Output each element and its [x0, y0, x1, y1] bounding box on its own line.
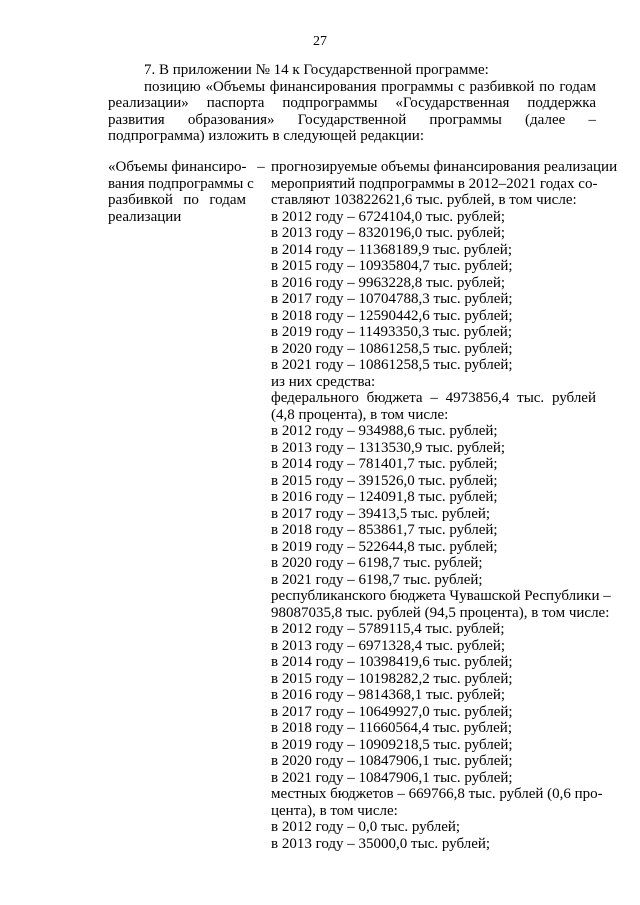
year-amount-line: в 2013 году – 6971328,4 тыс. рублей;: [271, 637, 506, 654]
year-amount-line: в 2017 году – 39413,5 тыс. рублей;: [271, 505, 491, 522]
federal-heading: (4,8 процента), в том числе:: [271, 406, 449, 423]
year-amount-line: в 2018 году – 12590442,6 тыс. рублей;: [271, 307, 513, 324]
position-label: [108, 159, 254, 225]
republic-by-year-list: [271, 621, 596, 786]
republic-heading: 98087035,8 тыс. рублей (94,5 процента), в том числе:: [271, 604, 610, 621]
intro-text: [108, 62, 596, 145]
year-amount-line: в 2019 году – 10909218,5 тыс. рублей;: [271, 736, 513, 753]
year-amount-line: в 2021 году – 10861258,5 тыс. рублей;: [271, 357, 513, 373]
year-amount-line: в 2014 году – 11368189,9 тыс. рублей;: [271, 241, 512, 258]
year-amount-line: в 2013 году – 1313530,9 тыс. рублей;: [271, 439, 506, 456]
position-label-line: реализации: [108, 208, 182, 225]
year-amount-line: в 2021 году – 10847906,1 тыс. рублей;: [271, 769, 513, 786]
year-amount-line: в 2012 году – 0,0 тыс. рублей;: [271, 819, 461, 835]
position-label-line: вания подпрограммы с: [108, 175, 254, 192]
year-amount-line: в 2012 году – 934988,6 тыс. рублей;: [271, 423, 498, 439]
year-amount-line: в 2013 году – 8320196,0 тыс. рублей;: [271, 225, 506, 241]
position-label-line: «Объемы финансиро-: [108, 159, 247, 175]
year-amount-line: в 2014 году – 781401,7 тыс. рублей;: [271, 456, 498, 472]
local-by-year-list: [271, 819, 596, 852]
local-heading: местных бюджетов – 669766,8 тыс. рублей (0,6 про-: [271, 786, 603, 802]
year-amount-line: в 2012 году – 5789115,4 тыс. рублей;: [271, 621, 505, 637]
year-amount-line: в 2017 году – 10704788,3 тыс. рублей;: [271, 291, 513, 307]
year-amount-line: в 2018 году – 11660564,4 тыс. рублей;: [271, 720, 512, 736]
year-amount-line: в 2017 году – 10649927,0 тыс. рублей;: [271, 703, 513, 720]
separator-dash: –: [257, 159, 265, 175]
year-amount-line: в 2019 году – 11493350,3 тыс. рублей;: [271, 324, 512, 340]
page-number: 27: [313, 34, 327, 49]
intro-paragraph: позицию «Объемы финансирования программы с разбивкой по годам реализации» паспорта подпрограммы «Государственная поддержка развития образования» Государственной программы (далее – подпрограмма) изложить в следующей редакции:: [108, 78, 596, 144]
year-amount-line: в 2015 году – 10198282,2 тыс. рублей;: [271, 670, 513, 687]
value-line: ставляют 103822621,6 тыс. рублей, в том числе:: [271, 192, 577, 208]
year-amount-line: в 2016 году – 9814368,1 тыс. рублей;: [271, 687, 506, 703]
year-amount-line: в 2020 году – 10861258,5 тыс. рублей;: [271, 340, 513, 357]
federal-by-year-list: [271, 423, 596, 588]
position-label-line: разбивкой по годам: [108, 192, 246, 208]
year-amount-line: в 2021 году – 6198,7 тыс. рублей;: [271, 571, 483, 588]
federal-heading: федерального бюджета – 4973856,4 тыс. рублей: [271, 390, 596, 406]
year-amount-line: в 2015 году – 10935804,7 тыс. рублей;: [271, 258, 513, 274]
republic-heading: республиканского бюджета Чувашской Республики –: [271, 588, 611, 604]
year-amount-line: в 2019 году – 522644,8 тыс. рублей;: [271, 538, 498, 555]
year-amount-line: в 2016 году – 124091,8 тыс. рублей;: [271, 489, 498, 505]
value-line: прогнозируемые объемы финансирования реализации: [271, 159, 618, 175]
year-amount-line: в 2018 году – 853861,7 тыс. рублей;: [271, 522, 498, 538]
year-amount-line: в 2020 году – 10847906,1 тыс. рублей;: [271, 753, 513, 769]
total-by-year-list: [271, 209, 596, 374]
year-amount-line: в 2013 году – 35000,0 тыс. рублей;: [271, 835, 491, 852]
local-heading: цента), в том числе:: [271, 802, 398, 819]
intro-item-heading: 7. В приложении № 14 к Государственной программе:: [144, 62, 489, 78]
value-line: из них средства:: [271, 373, 376, 390]
year-amount-line: в 2016 году – 9963228,8 тыс. рублей;: [271, 274, 506, 291]
value-line: мероприятий подпрограммы в 2012–2021 годах со-: [271, 175, 598, 192]
year-amount-line: в 2012 году – 6724104,0 тыс. рублей;: [271, 208, 506, 225]
year-amount-line: в 2015 году – 391526,0 тыс. рублей;: [271, 472, 498, 489]
year-amount-line: в 2020 году – 6198,7 тыс. рублей;: [271, 555, 483, 571]
year-amount-line: в 2014 году – 10398419,6 тыс. рублей;: [271, 654, 513, 670]
position-value: [271, 159, 618, 852]
